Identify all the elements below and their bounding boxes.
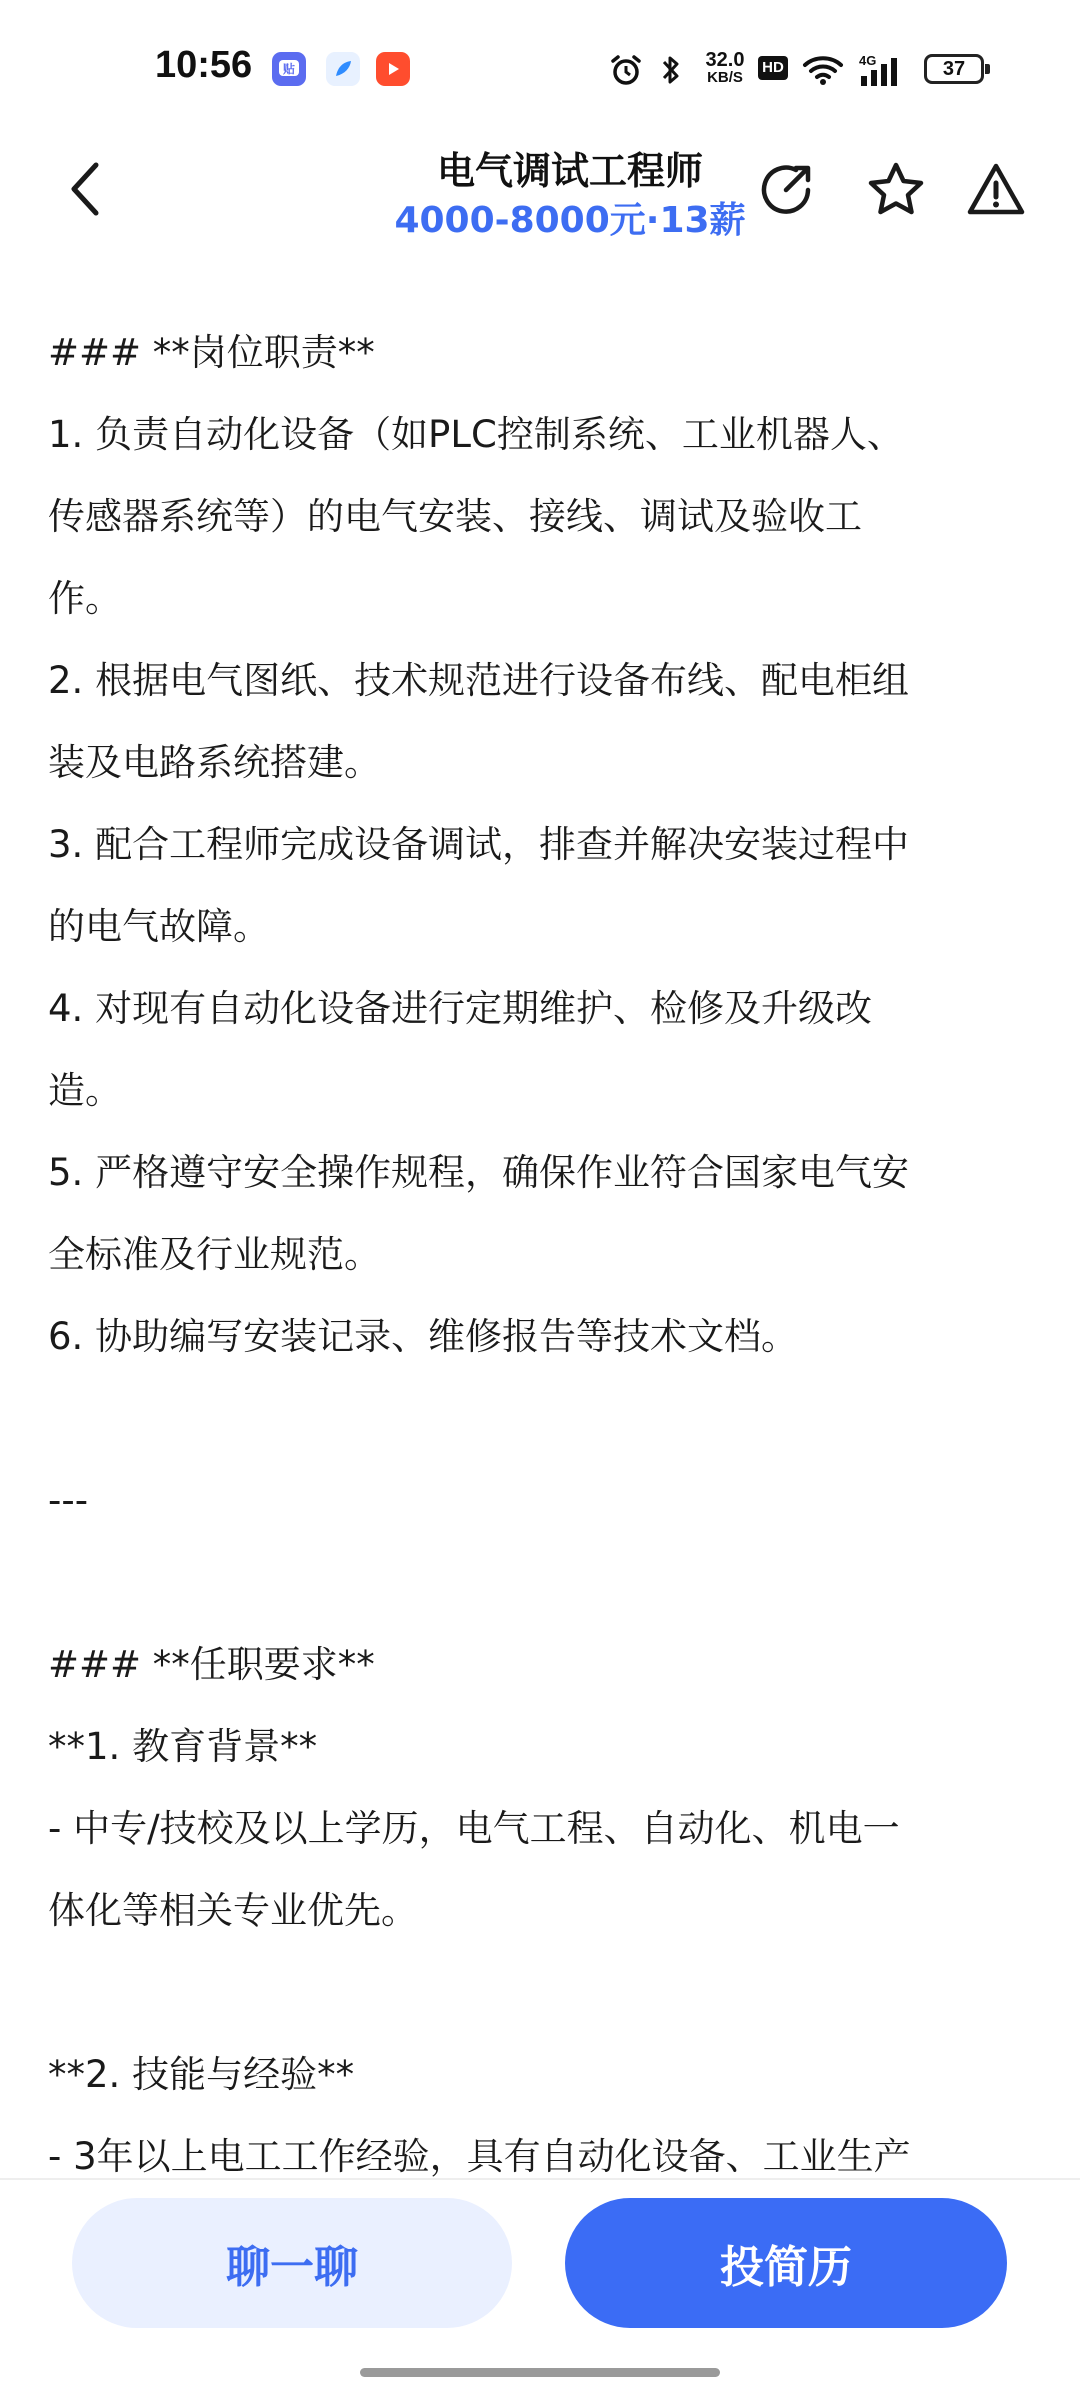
description-line: 3. 配合工程师完成设备调试，排查并解决安装过程中 [48,823,910,866]
favorite-button[interactable] [860,154,932,226]
blank-line [48,1378,1038,1460]
share-button[interactable] [750,154,822,226]
video-play-icon [376,52,410,86]
job-header [0,140,1080,260]
description-line: - 3年以上电工工作经验，具有自动化设备、工业生产 [48,2135,911,2178]
description-line: ### **任职要求** [48,1643,375,1686]
tieba-icon [272,52,306,86]
description-line: 5. 严格遵守安全操作规程，确保作业符合国家电气安 [48,1151,910,1194]
home-indicator[interactable] [360,2368,720,2377]
description-line: 装及电路系统搭建。 [48,741,381,784]
description-line: 6. 协助编写安装记录、维修报告等技术文档。 [48,1315,799,1358]
battery-indicator: 37 [924,54,984,84]
chevron-left-icon [66,159,106,219]
bottom-divider [0,2178,1080,2180]
description-line: 2. 根据电气图纸、技术规范进行设备布线、配电柜组 [48,659,910,702]
description-line: 4. 对现有自动化设备进行定期维护、检修及升级改 [48,987,873,1030]
job-title: 电气调试工程师 [436,149,703,193]
description-line: 造。 [48,1069,122,1112]
star-icon [865,159,927,221]
warning-icon [965,159,1027,221]
description-line: - 中专/技校及以上学历，电气工程、自动化、机电一 [48,1807,900,1850]
blank-line [48,1952,1038,2034]
status-bar [0,0,1080,140]
bluetooth-icon [656,50,686,90]
description-separator: --- [48,1479,89,1522]
network-speed-value: 32.0 [705,49,745,71]
description-line: ### **岗位职责** [48,331,375,374]
description-line: **1. 教育背景** [48,1725,318,1768]
back-button[interactable] [56,154,116,224]
apply-resume-button[interactable]: 投简历 [565,2198,1007,2328]
hd-badge: HD [758,56,788,80]
network-type-label: 4G [859,53,877,68]
svg-text:贴: 贴 [282,62,296,76]
description-line: 的电气故障。 [48,905,270,948]
chat-button[interactable]: 聊一聊 [72,2198,512,2328]
status-time: 10:56 [155,44,253,86]
feather-icon [326,52,360,86]
network-speed [696,50,754,85]
signal-icon [858,50,914,90]
wifi-icon [800,50,846,90]
description-line: **2. 技能与经验** [48,2053,355,2096]
report-button[interactable] [960,154,1032,226]
alarm-icon [606,50,646,90]
description-line: 全标准及行业规范。 [48,1233,381,1276]
description-line: 1. 负责自动化设备（如PLC控制系统、工业机器人、 [48,413,904,456]
network-speed-unit: KB/S [707,69,743,86]
share-icon [756,160,816,220]
description-line: 体化等相关专业优先。 [48,1889,418,1932]
job-description [48,312,1038,2198]
description-line: 作。 [48,577,122,620]
blank-line [48,1542,1038,1624]
description-line: 传感器系统等）的电气安装、接线、调试及验收工 [48,495,862,538]
job-salary: 4000-8000元·13薪 [394,200,746,241]
